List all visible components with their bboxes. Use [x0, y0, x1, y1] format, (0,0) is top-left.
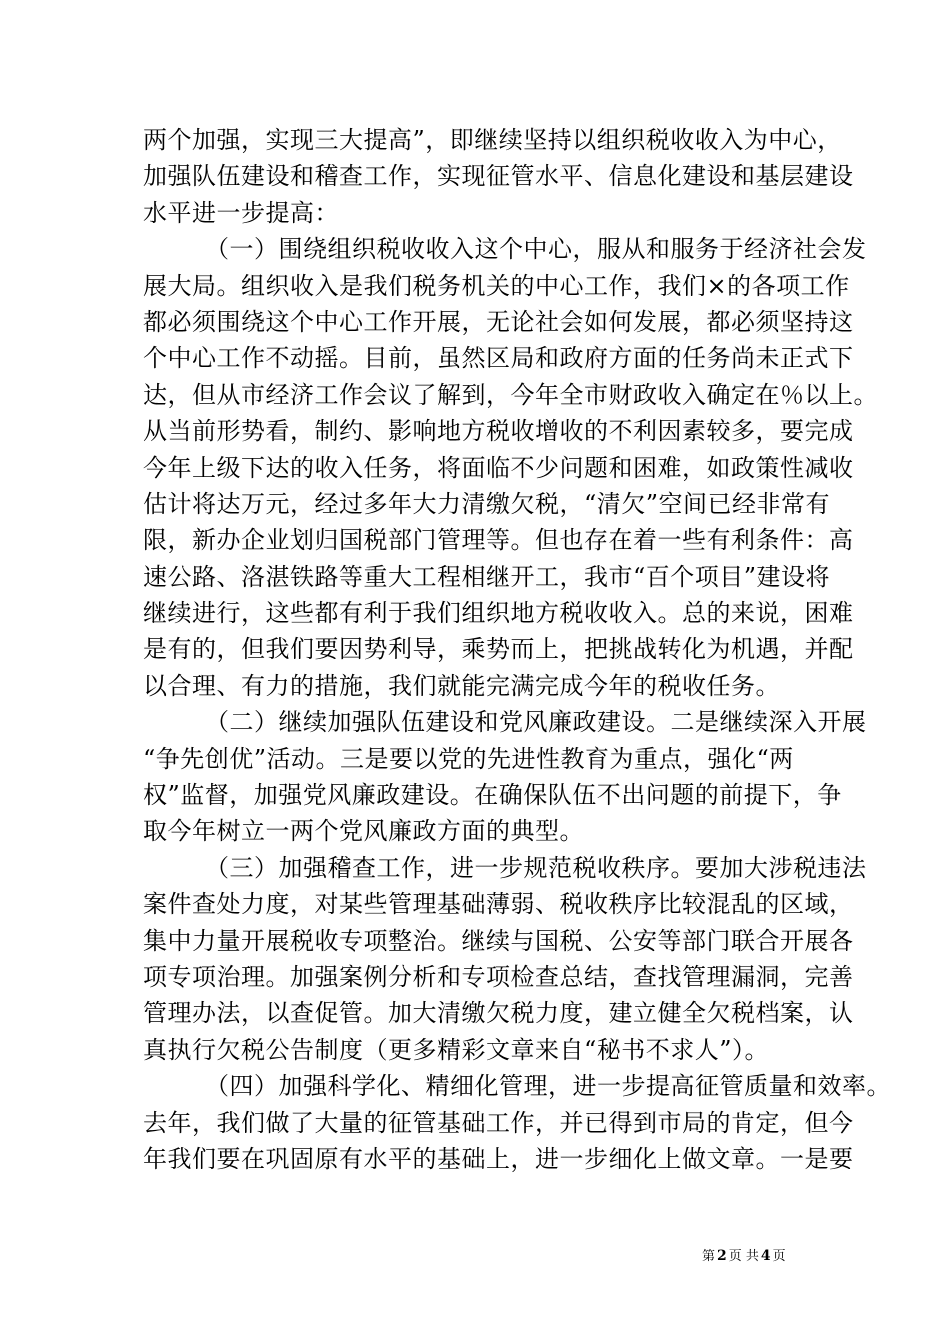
- text-line: 权”监督，加强党风廉政建设。在确保队伍不出问题的前提下，争: [143, 781, 842, 810]
- footer-middle: 页 共: [728, 1249, 759, 1264]
- text-line: 今年上级下达的收入任务，将面临不少问题和困难，如政策性减收: [143, 453, 854, 482]
- text-line: 限，新办企业划归国税部门管理等。但也存在着一些有利条件：高: [143, 526, 854, 555]
- paragraph-heading-line: （三）加强稽查工作，进一步规范税收秩序。要加大涉税违法: [205, 853, 867, 882]
- text-line: 取今年树立一两个党风廉政方面的典型。: [143, 817, 584, 846]
- text-line: 以合理、有力的措施，我们就能完满完成今年的税收任务。: [143, 671, 780, 700]
- text-line: 速公路、洛湛铁路等重大工程相继开工，我市“百个项目”建设将: [143, 562, 831, 591]
- text-line: 从当前形势看，制约、影响地方税收增收的不利因素较多，要完成: [143, 417, 854, 446]
- footer-suffix: 页: [772, 1249, 786, 1264]
- footer-prefix: 第: [702, 1249, 716, 1264]
- text-line: “争先创优”活动。三是要以党的先进性教育为重点，强化“两: [143, 744, 794, 773]
- text-line: 年我们要在巩固原有水平的基础上，进一步细化上做文章。一是要: [143, 1144, 854, 1173]
- text-line: 加强队伍建设和稽查工作，实现征管水平、信息化建设和基层建设: [143, 162, 854, 191]
- text-line: 估计将达万元，经过多年大力清缴欠税，“清欠”空间已经非常有: [143, 489, 831, 518]
- text-line: 达，但从市经济工作会议了解到，今年全市财政收入确定在％以上。: [143, 380, 878, 409]
- text-line: 个中心工作不动摇。目前，虽然区局和政府方面的任务尚未正式下: [143, 344, 854, 373]
- paragraph-heading-line: （四）加强科学化、精细化管理，进一步提高征管质量和效率。: [205, 1072, 891, 1101]
- footer-page-number: 2: [717, 1248, 727, 1264]
- text-line: 去年，我们做了大量的征管基础工作，并已得到市局的肯定，但今: [143, 1108, 854, 1137]
- text-line: 真执行欠税公告制度（更多精彩文章来自“秘书不求人”）。: [143, 1035, 770, 1064]
- text-line: 水平进一步提高：: [143, 198, 339, 227]
- text-line: 集中力量开展税收专项整治。继续与国税、公安等部门联合开展各: [143, 926, 854, 955]
- document-body: [143, 122, 891, 1177]
- text-line: 是有的，但我们要因势利导，乘势而上，把挑战转化为机遇，并配: [143, 635, 854, 664]
- page-footer: [702, 1245, 786, 1264]
- text-line: 展大局。组织收入是我们税务机关的中心工作，我们×的各项工作: [143, 271, 850, 300]
- paragraph-heading-line: （一）围绕组织税收收入这个中心，服从和服务于经济社会发: [205, 235, 867, 264]
- text-line: 继续进行，这些都有利于我们组织地方税收收入。总的来说，困难: [143, 599, 854, 628]
- text-line: 项专项治理。加强案例分析和专项检查总结，查找管理漏洞，完善: [143, 962, 854, 991]
- text-line: 案件查处力度，对某些管理基础薄弱、税收秩序比较混乱的区域，: [143, 890, 854, 919]
- footer-total-pages: 4: [760, 1248, 771, 1264]
- text-line: 管理办法，以查促管。加大清缴欠税力度，建立健全欠税档案，认: [143, 999, 854, 1028]
- text-line: 两个加强，实现三大提高”，即继续坚持以组织税收收入为中心，: [143, 126, 842, 154]
- text-line: 都必须围绕这个中心工作开展，无论社会如何发展，都必须坚持这: [143, 307, 854, 336]
- paragraph-heading-line: （二）继续加强队伍建设和党风廉政建设。二是继续深入开展: [205, 708, 867, 737]
